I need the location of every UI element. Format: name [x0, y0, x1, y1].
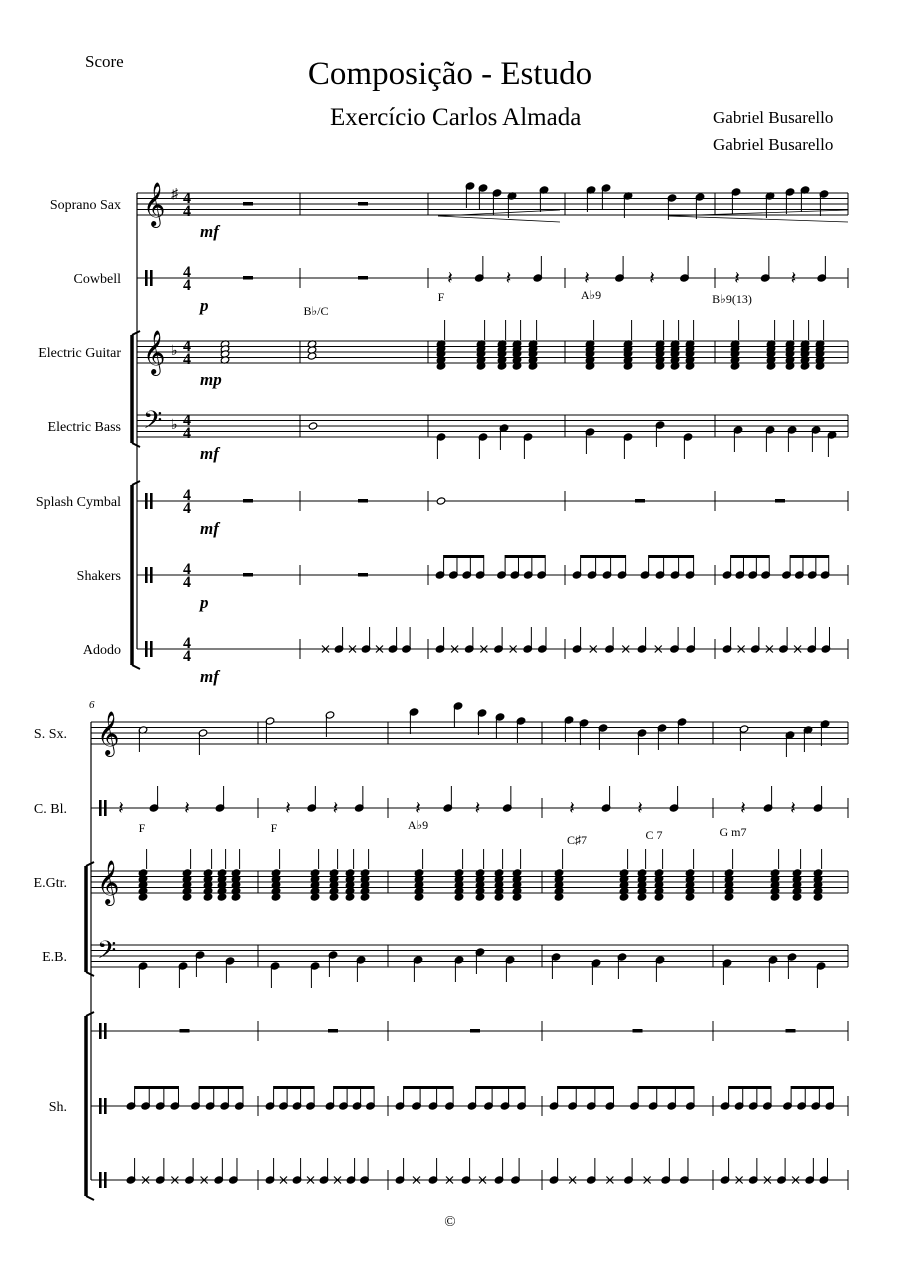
crescendo-hairpin — [668, 216, 848, 222]
time-signature: 4 — [183, 190, 191, 207]
score-system — [36, 182, 848, 686]
note-beam — [638, 1086, 694, 1089]
chord-symbol: B♭/C — [303, 304, 329, 318]
quarter-rest: 𝄽 — [584, 268, 590, 289]
instrument-label: Cowbell — [73, 272, 121, 287]
arranger-credit: Gabriel Busarello — [713, 135, 834, 154]
rest — [470, 1029, 480, 1033]
rest — [358, 499, 368, 503]
note-beam — [729, 1086, 771, 1089]
percussion-clef — [99, 1098, 102, 1114]
time-signature: 4 — [183, 277, 191, 294]
score-title: Composição - Estudo — [307, 56, 593, 92]
quarter-rest: 𝄽 — [790, 798, 796, 819]
quarter-rest: 𝄽 — [505, 268, 512, 289]
staff-bracket — [132, 443, 140, 447]
time-signature: 4 — [183, 500, 191, 517]
time-signature: 4 — [183, 203, 191, 220]
quarter-rest: 𝄽 — [118, 798, 124, 819]
rest — [243, 499, 253, 503]
dynamic-marking: p — [200, 296, 209, 315]
quarter-rest: 𝄽 — [184, 798, 190, 819]
percussion-clef — [104, 1098, 107, 1114]
copyright-mark: © — [444, 1214, 456, 1230]
percussion-clef — [145, 493, 148, 509]
percussion-clef — [104, 1023, 107, 1039]
time-signature: 4 — [183, 648, 191, 665]
instrument-label: Soprano Sax — [49, 198, 121, 213]
treble-clef-icon: 𝄞 — [143, 182, 166, 226]
instrument-label: Sh. — [48, 1100, 67, 1115]
quarter-rest: 𝄽 — [734, 268, 740, 289]
percussion-clef — [145, 270, 148, 286]
score-system — [34, 699, 848, 1200]
chord-symbol: B♭9(13) — [712, 292, 752, 306]
dynamic-marking: mf — [200, 444, 219, 463]
quarter-rest: 𝄽 — [285, 798, 291, 819]
percussion-clef — [104, 800, 107, 816]
chord-symbol: A♭9 — [407, 818, 429, 832]
staff-bracket — [132, 665, 140, 669]
note-beam — [334, 1086, 375, 1089]
time-signature: 4 — [183, 412, 191, 429]
rest — [775, 499, 785, 503]
dynamic-marking: mf — [200, 667, 219, 686]
percussion-clef — [150, 641, 153, 657]
dynamic-marking: mp — [200, 370, 222, 389]
instrument-label: Electric Guitar — [38, 346, 121, 361]
chord-symbol: C♯7 — [566, 833, 588, 847]
score-subtitle: Exercício Carlos Almada — [330, 104, 582, 131]
percussion-clef — [104, 1172, 107, 1188]
time-signature: 4 — [183, 351, 191, 368]
note-beam — [444, 555, 484, 558]
staff-bracket — [132, 331, 140, 335]
note-beam — [581, 555, 626, 558]
rest — [633, 1029, 643, 1033]
time-signature: 4 — [183, 574, 191, 591]
instrument-label: S. Sx. — [33, 727, 67, 742]
instrument-label: Adodo — [82, 643, 121, 658]
percussion-clef — [150, 567, 153, 583]
time-signature: 4 — [183, 425, 191, 442]
staff-bracket — [86, 1196, 94, 1200]
time-signature: 4 — [183, 487, 191, 504]
key-signature-flat: ♭ — [171, 418, 178, 433]
note-beam — [135, 1086, 179, 1089]
quarter-rest: 𝄽 — [637, 798, 643, 819]
quarter-rest: 𝄽 — [474, 798, 481, 819]
note-beam — [404, 1086, 454, 1089]
chord-symbol: C 7 — [645, 828, 663, 842]
quarter-rest: 𝄽 — [740, 798, 746, 819]
score-label: Score — [85, 52, 124, 71]
quarter-rest: 𝄽 — [447, 268, 453, 289]
percussion-clef — [150, 493, 153, 509]
key-signature-flat: ♭ — [171, 344, 178, 359]
rest — [358, 573, 368, 577]
percussion-clef — [99, 1172, 102, 1188]
note-beam — [731, 555, 770, 558]
rest — [786, 1029, 796, 1033]
rest — [180, 1029, 190, 1033]
percussion-clef — [145, 641, 148, 657]
chord-symbol: F — [270, 821, 278, 835]
rest — [358, 202, 368, 206]
note-beam — [274, 1086, 315, 1089]
quarter-rest: 𝄽 — [332, 798, 339, 819]
time-signature: 4 — [183, 635, 191, 652]
dynamic-marking: mf — [200, 519, 219, 538]
percussion-clef — [150, 270, 153, 286]
measure-number: 6 — [89, 699, 95, 711]
quarter-rest: 𝄽 — [415, 798, 421, 819]
treble-clef-icon: 𝄞 — [97, 711, 120, 755]
composer-credit: Gabriel Busarello — [713, 108, 834, 127]
chord-symbol: G m7 — [719, 825, 747, 839]
rest — [243, 202, 253, 206]
note-beam — [476, 1086, 525, 1089]
note-head — [436, 497, 446, 505]
bass-clef-icon: 𝄢 — [143, 406, 163, 441]
quarter-rest: 𝄽 — [569, 798, 575, 819]
rest — [358, 276, 368, 280]
instrument-label: E.B. — [42, 950, 67, 965]
percussion-clef — [99, 1023, 102, 1039]
chord-symbol: A♭9 — [580, 288, 602, 302]
note-beam — [649, 555, 694, 558]
note-head — [308, 422, 318, 430]
note-beam — [199, 1086, 243, 1089]
rest — [635, 499, 645, 503]
crescendo-hairpin — [438, 216, 560, 222]
instrument-label: Splash Cymbal — [35, 495, 121, 510]
rest — [243, 276, 253, 280]
staff-bracket — [86, 1012, 94, 1016]
percussion-clef — [99, 800, 102, 816]
chord-symbol: F — [138, 821, 146, 835]
instrument-label: E.Gtr. — [33, 876, 67, 891]
dynamic-marking: p — [200, 593, 209, 612]
key-signature-sharp: ♯ — [171, 187, 178, 202]
bass-clef-icon: 𝄢 — [97, 936, 117, 971]
instrument-label: Shakers — [76, 569, 121, 584]
staff-bracket — [132, 481, 140, 485]
quarter-rest: 𝄽 — [790, 268, 797, 289]
instrument-label: Electric Bass — [47, 420, 121, 435]
treble-clef-icon: 𝄞 — [97, 860, 120, 904]
staff-bracket — [86, 862, 94, 866]
quarter-rest: 𝄽 — [649, 268, 655, 289]
treble-clef-icon: 𝄞 — [143, 330, 166, 374]
percussion-clef — [145, 567, 148, 583]
rest — [328, 1029, 338, 1033]
time-signature: 4 — [183, 561, 191, 578]
time-signature: 4 — [183, 338, 191, 355]
chord-symbol: F — [437, 290, 445, 304]
note-beam — [791, 1086, 833, 1089]
dynamic-marking: mf — [200, 222, 219, 241]
instrument-label: C. Bl. — [33, 802, 67, 817]
rest — [243, 573, 253, 577]
staff-bracket — [86, 972, 94, 976]
note-beam — [505, 555, 545, 558]
time-signature: 4 — [183, 264, 191, 281]
note-beam — [790, 555, 829, 558]
note-beam — [558, 1086, 614, 1089]
